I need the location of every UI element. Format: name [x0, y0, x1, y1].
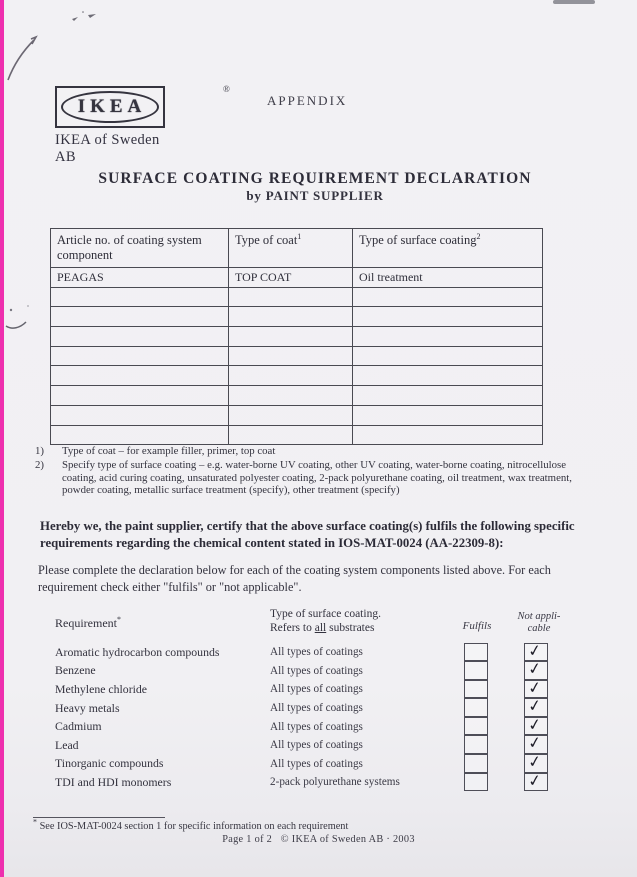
- checkmark-icon: ✓: [526, 658, 543, 679]
- scan-smudge: [553, 0, 595, 4]
- fulfils-column-header: Fulfils: [462, 620, 492, 632]
- footnote-marker: 2): [35, 458, 44, 471]
- requirement-row: [55, 639, 637, 662]
- coating-table-cell: [353, 287, 543, 307]
- coating-table-cell: TOP COAT: [229, 268, 353, 288]
- requirement-coating-scope: All types of coatings: [270, 757, 363, 770]
- requirement-name: Tinorganic compounds: [55, 756, 164, 771]
- registered-trademark-icon: ®: [223, 84, 230, 94]
- coating-table-cell: [353, 405, 543, 425]
- not-applicable-checkbox: [524, 769, 548, 792]
- coating-table-cell: [51, 405, 229, 425]
- coating-table-cell: [229, 386, 353, 406]
- checkmark-icon: ✓: [526, 732, 543, 754]
- document-subtitle: by PAINT SUPPLIER: [246, 188, 384, 203]
- requirement-name: Lead: [55, 737, 79, 752]
- pen-mark-left-margin: [2, 298, 36, 334]
- coating-table-cell: [353, 425, 543, 445]
- coating-table-row: [51, 307, 543, 327]
- requirement-row: [55, 751, 637, 774]
- coating-table-cell: [353, 386, 543, 406]
- requirement-coating-scope: All types of coatings: [270, 646, 363, 659]
- footnote-marker: 1): [35, 445, 44, 457]
- requirement-name: Aromatic hydrocarbon compounds: [55, 644, 220, 659]
- requirement-coating-scope: 2-pack polyurethane systems: [270, 776, 400, 789]
- requirement-coating-scope: All types of coatings: [270, 683, 363, 696]
- coating-table-row: [51, 425, 543, 445]
- coating-table-cell: [51, 327, 229, 347]
- requirement-name: Methylene chloride: [55, 681, 148, 696]
- coating-table-row: [51, 268, 543, 288]
- fulfils-checkbox: [464, 680, 488, 699]
- requirement-header-text: Requirement: [55, 616, 117, 630]
- requirement-coating-scope: All types of coatings: [270, 720, 363, 733]
- coating-table-cell: PEAGAS: [51, 268, 229, 288]
- coating-table-header-row: [51, 229, 543, 268]
- fulfils-checkbox: [464, 717, 488, 736]
- coating-table-body: [51, 268, 543, 445]
- coating-table-row: [51, 327, 543, 347]
- footnote-separator-rule: [33, 817, 165, 818]
- requirement-name: Cadmium: [55, 719, 102, 734]
- coating-table-cell: [51, 346, 229, 366]
- requirement-header-sup: *: [116, 615, 121, 624]
- table-footnotes: [35, 445, 580, 498]
- page-number: Page 1 of 2: [222, 834, 273, 845]
- footnote-text: Specify type of surface coating – e.g. water-borne UV coating, other UV coating, water-borne coating, nitrocellulose coating, acid curing coating, unsaturated polyester coating, 2-pack polyurethane coating, oil treatment, wax treatment, powder coating, metallic surface treatment (specify), other treatment (specify): [62, 458, 572, 497]
- fulfils-checkbox: [464, 698, 488, 717]
- ikea-logo-text: IKEA: [77, 96, 147, 117]
- checkmark-icon: ✓: [526, 751, 543, 772]
- coating-header-line2: Refers to all substrates: [270, 622, 375, 634]
- coating-table-cell: [51, 287, 229, 307]
- checkmark-icon: ✓: [526, 714, 543, 735]
- footnote: [35, 459, 580, 497]
- requirement-coating-scope: All types of coatings: [270, 739, 363, 752]
- coating-table-cell: [229, 366, 353, 386]
- fulfils-checkbox: [464, 754, 488, 773]
- ikea-logo: [55, 86, 165, 128]
- footer-note-text: See IOS-MAT-0024 section 1 for specific information on each requirement: [39, 821, 349, 832]
- requirements-list: [0, 639, 637, 792]
- coating-table-cell: [229, 327, 353, 347]
- fulfils-checkbox: [464, 661, 488, 680]
- coating-table-cell: [229, 287, 353, 307]
- coating-table-header-cell: Article no. of coating system component: [51, 229, 229, 268]
- footnote: [35, 445, 580, 458]
- header-block: [55, 84, 348, 165]
- coating-table-header-cell: Type of surface coating$^2$: [353, 229, 543, 268]
- org-name: IKEA of Sweden AB: [55, 132, 160, 165]
- footnote-text: Type of coat – for example filler, primer, top coat: [62, 445, 276, 457]
- coating-table-row: [51, 346, 543, 366]
- coating-table-cell: [51, 307, 229, 327]
- requirement-row: [55, 732, 637, 755]
- appendix-label: APPENDIX: [267, 93, 348, 108]
- coating-table-cell: [51, 366, 229, 386]
- instructions-paragraph: Please complete the declaration below for each of the coating system components listed above. For each requirement check either "fulfils" or "not applicable".: [38, 563, 551, 594]
- fulfils-checkbox: [464, 643, 488, 662]
- requirement-row: [55, 658, 637, 681]
- fulfils-checkbox: [464, 773, 488, 792]
- requirement-name: Heavy metals: [55, 700, 120, 715]
- coating-table-header-cell: Type of coat$^1$: [229, 229, 353, 268]
- coating-table-cell: [51, 425, 229, 445]
- coating-table-cell: [353, 346, 543, 366]
- not-applicable-column-header: Not appli- cable: [517, 611, 561, 634]
- checkmark-icon: ✓: [526, 695, 543, 717]
- requirement-row: [55, 676, 637, 699]
- copyright: © IKEA of Sweden AB · 2003: [280, 834, 415, 845]
- requirement-row: [55, 769, 637, 792]
- requirement-name: TDI and HDI monomers: [55, 774, 172, 789]
- checkmark-icon: ✓: [526, 769, 543, 791]
- coating-table-cell: [353, 307, 543, 327]
- coating-header-line1: Type of surface coating.: [270, 608, 381, 620]
- footer-page-line: [0, 834, 637, 845]
- coating-table-cell: [229, 346, 353, 366]
- coating-components-table: [50, 228, 543, 445]
- coating-table-cell: [353, 366, 543, 386]
- footer-note: [33, 817, 349, 832]
- coating-table-cell: [229, 405, 353, 425]
- coating-table-row: [51, 287, 543, 307]
- footer-note-marker: *: [33, 817, 37, 827]
- checkmark-icon: ✓: [526, 676, 543, 698]
- requirement-coating-scope: All types of coatings: [270, 664, 363, 677]
- ikea-logo-ellipse: [61, 91, 159, 123]
- checkmark-icon: ✓: [526, 639, 543, 661]
- certification-paragraph: Hereby we, the paint supplier, certify that the above surface coating(s) fulfils the following specific requirements regarding the chemical content stated in IOS-MAT-0024 (AA-22309-8):: [40, 519, 575, 550]
- coating-table-row: [51, 366, 543, 386]
- pen-mark-top-left: [2, 18, 52, 83]
- coating-column-header: [270, 607, 381, 635]
- requirement-coating-scope: All types of coatings: [270, 702, 363, 715]
- coating-table-row: [51, 386, 543, 406]
- coating-table-cell: [229, 307, 353, 327]
- document-title: SURFACE COATING REQUIREMENT DECLARATION: [98, 170, 532, 187]
- requirement-column-header: [55, 616, 121, 631]
- fulfils-checkbox: [464, 735, 488, 754]
- coating-table-cell: [353, 327, 543, 347]
- coating-table-cell: [51, 386, 229, 406]
- coating-table-cell: [229, 425, 353, 445]
- requirement-name: Benzene: [55, 663, 96, 678]
- pen-mark-top-arrows: [68, 10, 108, 24]
- requirement-row: [55, 714, 637, 736]
- coating-table-cell: Oil treatment: [353, 268, 543, 288]
- requirement-row: [55, 695, 637, 718]
- coating-table-row: [51, 405, 543, 425]
